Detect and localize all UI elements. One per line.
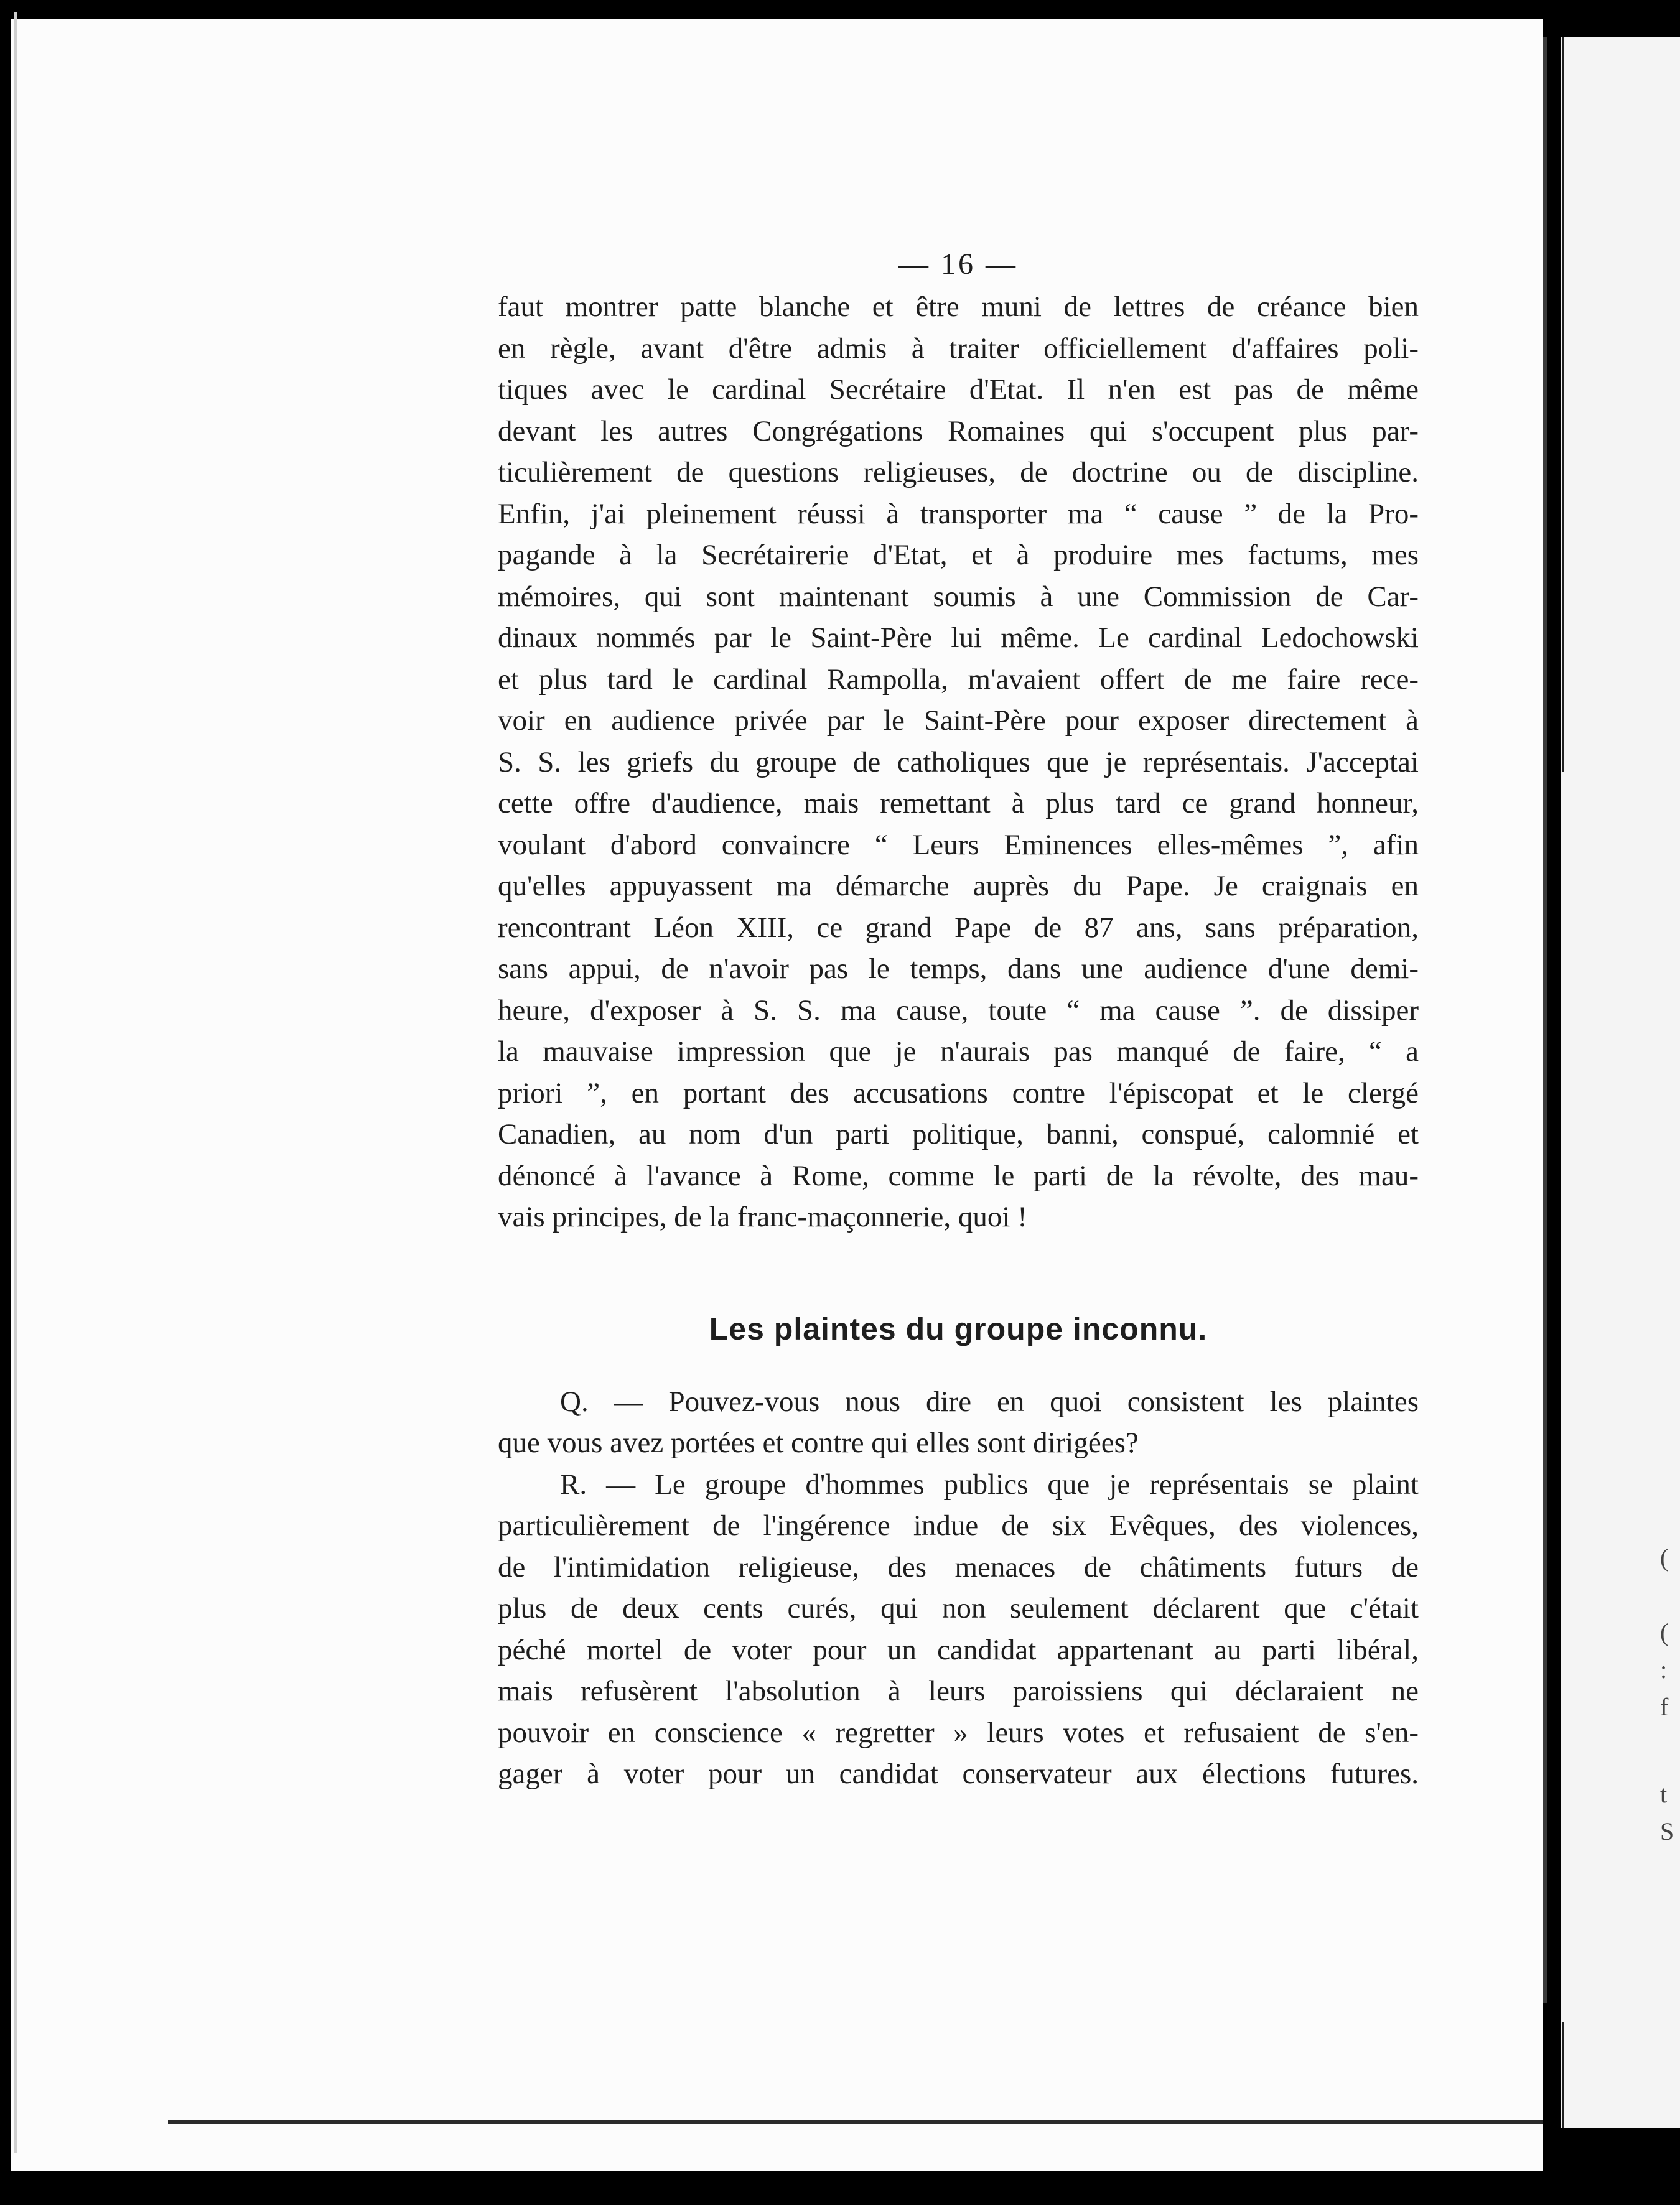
text-line: qu'elles appuyassent ma démarche auprès du Pape. Je craignais en	[498, 870, 1419, 902]
text-line: cette offre d'audience, mais remettant à plus tard ce grand honneur,	[498, 787, 1419, 819]
facing-page-glyph: S	[1660, 1817, 1674, 1845]
page-right-edge	[1543, 37, 1547, 2003]
text-line: R. — Le groupe d'hommes publics que je représentais se plaint	[560, 1468, 1419, 1501]
text-line: mémoires, qui sont maintenant soumis à une Commission de Car-	[498, 580, 1419, 613]
facing-page-glyph: f	[1660, 1693, 1669, 1721]
text-line: vais principes, de la franc-maçonnerie, quoi !	[498, 1201, 1027, 1233]
page-left-edge	[14, 12, 17, 2153]
text-line: priori ”, en portant des accusations contre l'épiscopat et le clergé	[498, 1076, 1419, 1109]
page-bottom-edge	[168, 2120, 1543, 2124]
text-line: Q. — Pouvez-vous nous dire en quoi consistent les plaintes	[560, 1385, 1419, 1418]
text-line: plus de deux cents curés, qui non seulement déclarent que c'était	[498, 1592, 1419, 1625]
text-line: tiques avec le cardinal Secrétaire d'Etat. Il n'en est pas de même	[498, 373, 1419, 406]
text-line: de l'intimidation religieuse, des menaces de châtiments futurs de	[498, 1550, 1419, 1583]
question-paragraph	[498, 1381, 1419, 1464]
page-text-block	[498, 243, 1419, 1795]
text-line: rencontrant Léon XIII, ce grand Pape de 87 ans, sans préparation,	[498, 911, 1419, 944]
text-line: péché mortel de voter pour un candidat appartenant au parti libéral,	[498, 1633, 1419, 1666]
text-line: dénoncé à l'avance à Rome, comme le parti de la révolte, des mau-	[498, 1159, 1419, 1192]
facing-page-glyph: (	[1660, 1618, 1669, 1646]
text-line: S. S. les griefs du groupe de catholiques que je représentais. J'acceptai	[498, 745, 1419, 778]
text-line: sans appui, de n'avoir pas le temps, dans une audience d'une demi-	[498, 953, 1419, 985]
text-line: mais refusèrent l'absolution à leurs paroissiens qui déclaraient ne	[498, 1675, 1419, 1707]
text-line: devant les autres Congrégations Romaines qui s'occupent plus par-	[498, 414, 1419, 447]
text-line: la mauvaise impression que je n'aurais pas manqué de faire, “ a	[498, 1035, 1419, 1068]
facing-page-rule	[1562, 37, 1564, 772]
facing-page-glyph: :	[1660, 1656, 1668, 1684]
text-line: faut montrer patte blanche et être muni de lettres de créance bien	[498, 291, 1419, 323]
text-line: voulant d'abord convaincre “ Leurs Eminences elles-mêmes ”, afin	[498, 828, 1419, 861]
text-line: Canadien, au nom d'un parti politique, banni, conspué, calomnié et	[498, 1118, 1419, 1150]
section-title: Les plaintes du groupe inconnu.	[709, 1311, 1208, 1346]
text-line: voir en audience privée par le Saint-Père pour exposer directement à	[498, 704, 1419, 737]
text-line: dinaux nommés par le Saint-Père lui même. Le cardinal Ledochowski	[498, 622, 1419, 654]
facing-page-glyph: (	[1660, 1544, 1669, 1572]
text-line: ticulièrement de questions religieuses, de doctrine ou de discipline.	[498, 456, 1419, 488]
facing-page-strip	[1561, 37, 1680, 2128]
text-line: pagande à la Secrétairerie d'Etat, et à produire mes factums, mes	[498, 539, 1419, 571]
text-line: que vous avez portées et contre qui elles sont dirigées?	[498, 1427, 1139, 1459]
text-line: pouvoir en conscience « regretter » leurs votes et refusaient de s'en-	[498, 1716, 1419, 1749]
facing-page-rule	[1562, 2022, 1564, 2128]
facing-page-glyph: t	[1660, 1780, 1668, 1808]
text-line: en règle, avant d'être admis à traiter officiellement d'affaires poli-	[498, 332, 1419, 365]
text-line: particulièrement de l'ingérence indue de six Evêques, des violences,	[498, 1509, 1419, 1542]
text-line: Enfin, j'ai pleinement réussi à transporter ma “ cause ” de la Pro-	[498, 497, 1419, 530]
answer-paragraph	[498, 1464, 1419, 1795]
text-line: heure, d'exposer à S. S. ma cause, toute “ ma cause ”. de dissiper	[498, 994, 1419, 1027]
text-line: et plus tard le cardinal Rampolla, m'avaient offert de me faire rece-	[498, 663, 1419, 696]
page-number: — 16 —	[898, 248, 1018, 281]
text-line: gager à voter pour un candidat conservateur aux élections futures.	[498, 1758, 1419, 1790]
body-paragraph	[498, 286, 1419, 1238]
